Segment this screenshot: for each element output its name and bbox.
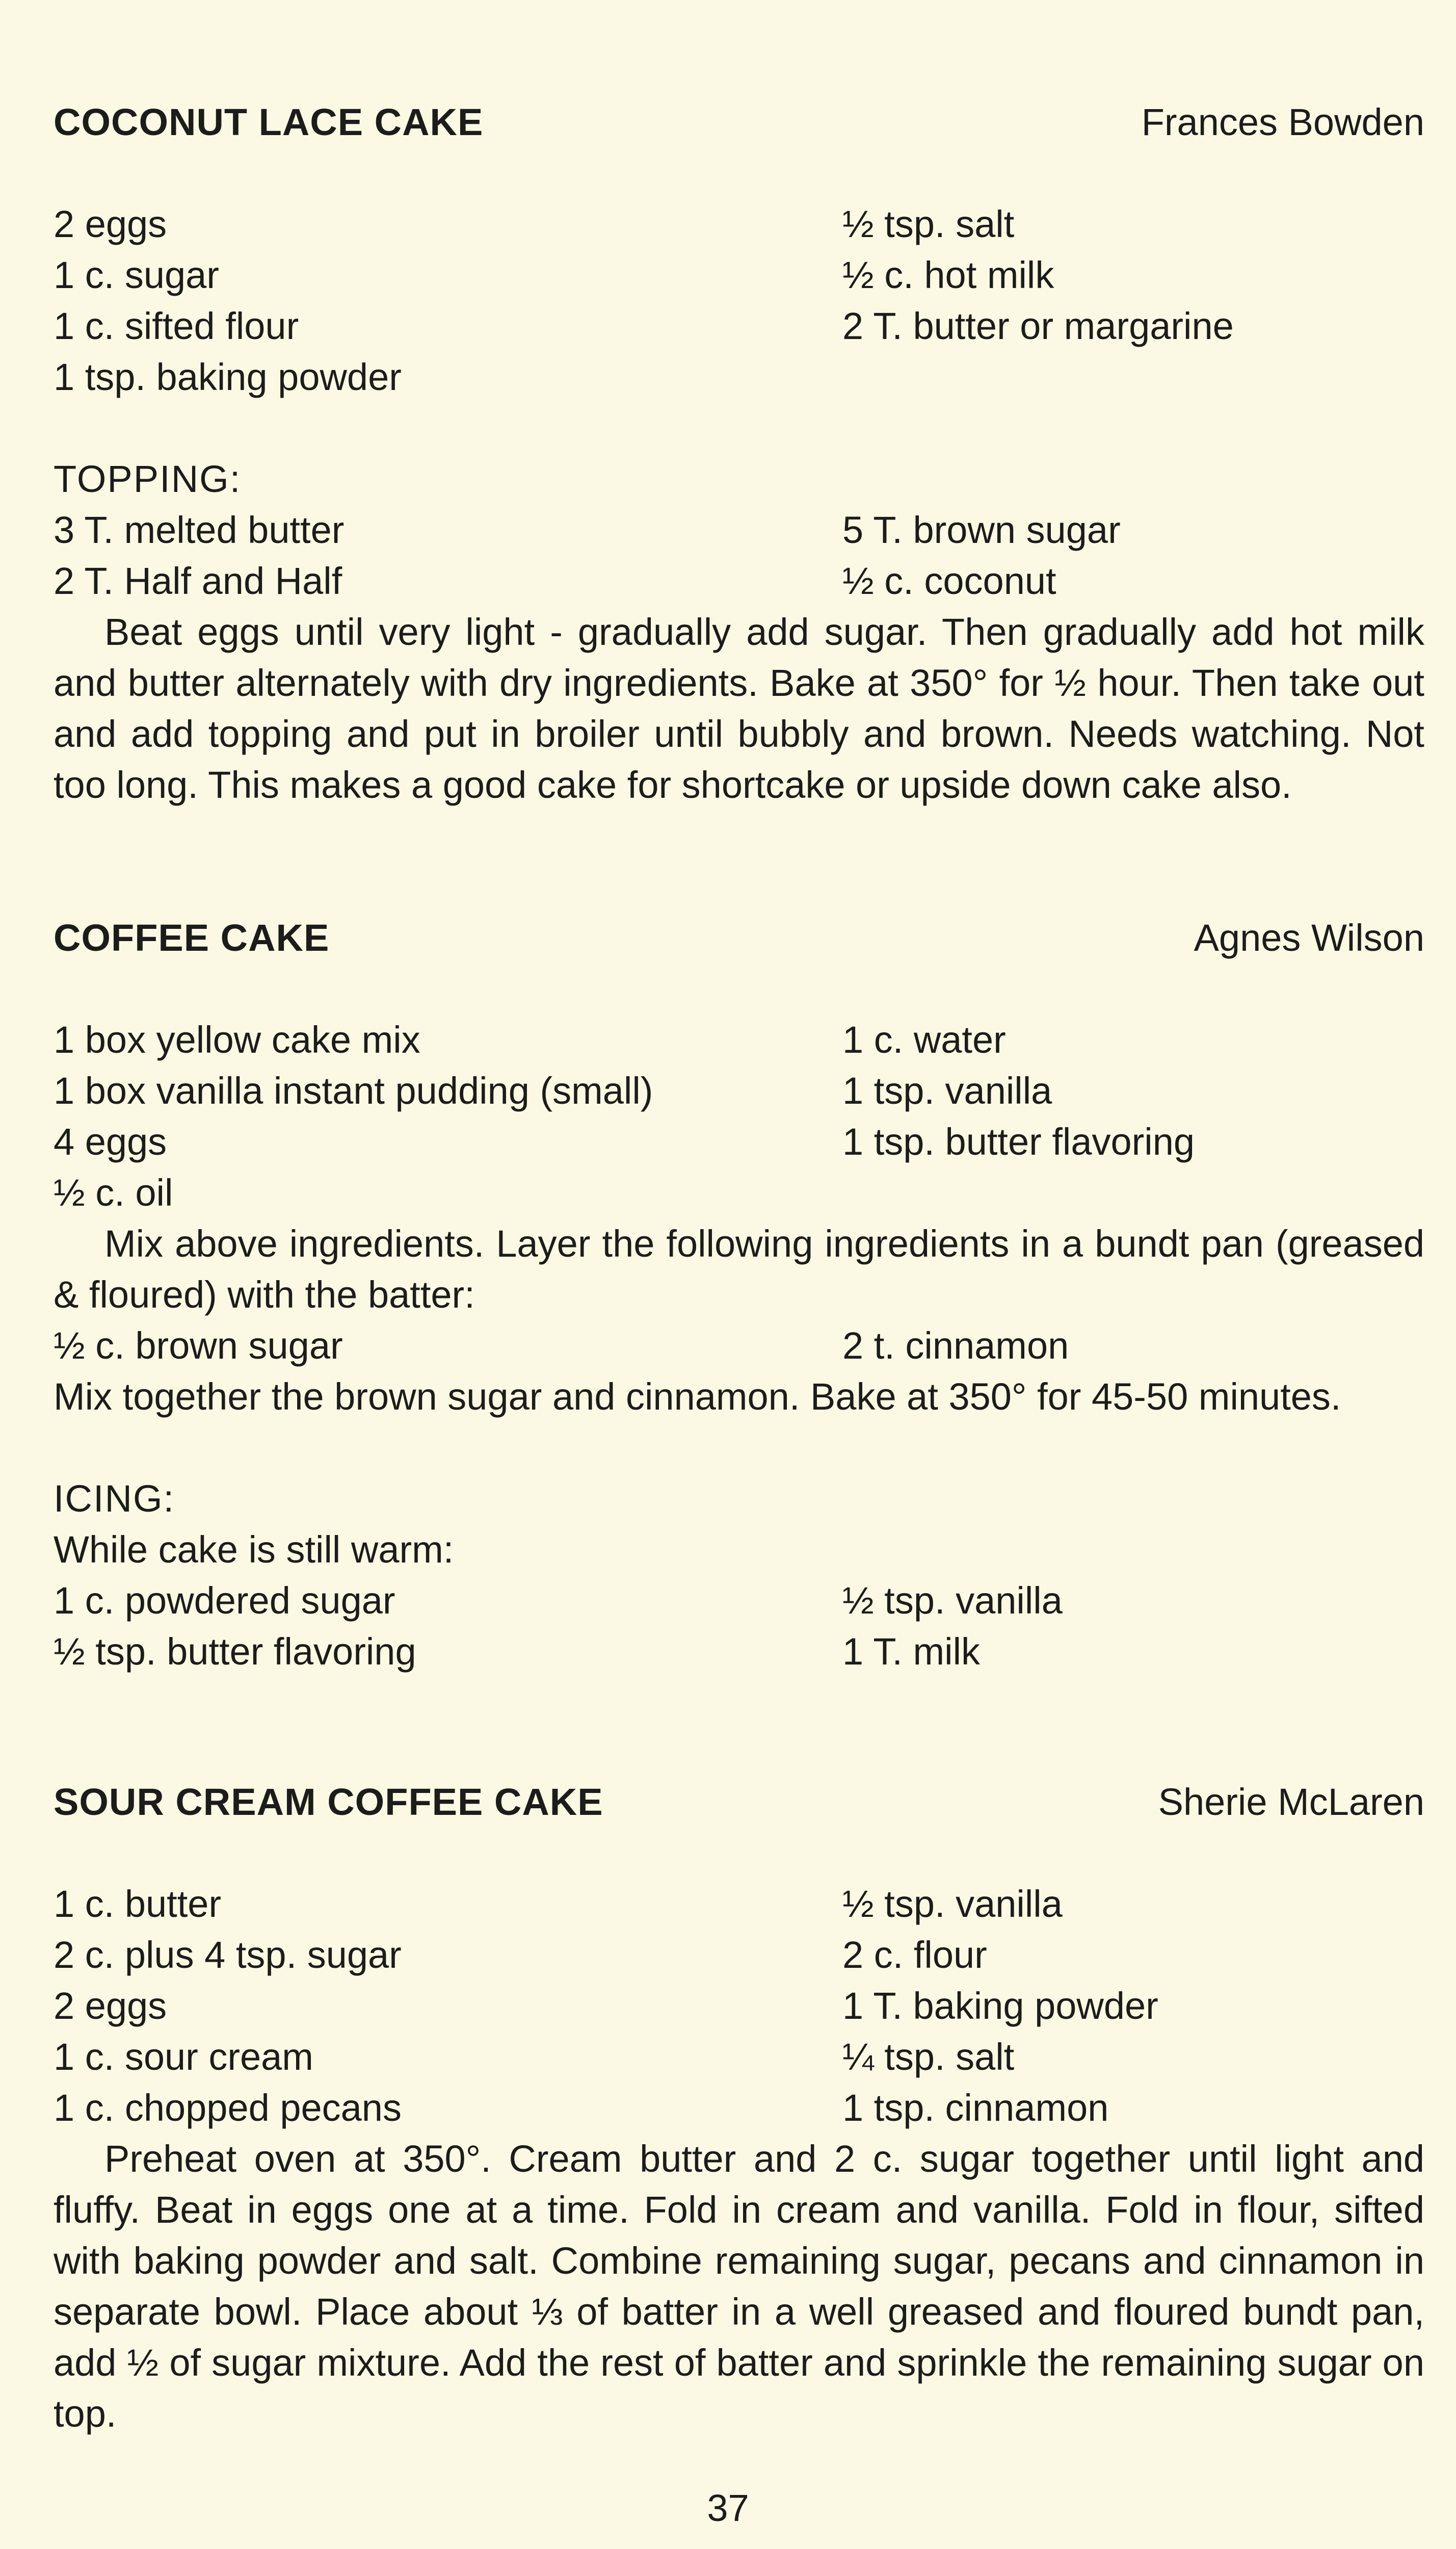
topping-label: TOPPING: [54, 458, 242, 500]
ingredient-item: ¼ tsp. salt [842, 2036, 1015, 2078]
ingredient-item: 1 tsp. vanilla [842, 1070, 1052, 1112]
spacer [54, 403, 1424, 454]
recipe-directions: Mix together the brown sugar and cinnamon. Bake at 350° for 45-50 minutes. [54, 1375, 1341, 1418]
recipe-directions: Mix above ingredients. Layer the following ingredients in a bundt pan (greased & floured) with the batter: [54, 1223, 1424, 1316]
spacer [54, 964, 1424, 1015]
ingredient-item: 1 tsp. butter flavoring [842, 1121, 1195, 1163]
ingredient-item: 1 c. water [842, 1019, 1006, 1061]
ingredient-item: ½ c. brown sugar [54, 1324, 343, 1367]
ingredient-row [54, 1015, 1424, 1065]
recipe-author: Agnes Wilson [1194, 917, 1424, 959]
ingredient-row [54, 2032, 1424, 2083]
ingredient-row [54, 1981, 1424, 2032]
ingredient-row [54, 1626, 1424, 1677]
ingredient-item: 1 tsp. baking powder [54, 356, 402, 398]
recipe-coconut-lace-cake [54, 97, 1424, 811]
ingredient-row [54, 250, 1424, 301]
ingredient-item: 2 T. butter or margarine [842, 305, 1234, 347]
ingredient-list [54, 1015, 1424, 1218]
recipe-author: Frances Bowden [1141, 101, 1424, 143]
recipe-author: Sherie McLaren [1158, 1781, 1424, 1823]
ingredient-item: ½ tsp. vanilla [842, 1579, 1063, 1622]
ingredient-item: 2 eggs [54, 1985, 167, 2027]
ingredient-item: 1 T. baking powder [842, 1985, 1158, 2027]
ingredient-row [54, 199, 1424, 250]
ingredient-item: 1 tsp. cinnamon [842, 2087, 1109, 2129]
ingredient-row [54, 301, 1424, 352]
ingredient-row [54, 1167, 1424, 1218]
ingredient-item: 2 t. cinnamon [842, 1324, 1069, 1367]
ingredient-item: ½ tsp. butter flavoring [54, 1630, 416, 1673]
ingredient-item: ½ c. coconut [842, 560, 1056, 602]
topping-list [54, 505, 1424, 607]
recipe-title: COFFEE CAKE [54, 917, 330, 959]
spacer [54, 1422, 1424, 1473]
ingredient-item: 5 T. brown sugar [842, 509, 1121, 551]
ingredient-item: 4 eggs [54, 1121, 167, 1163]
ingredient-item: 2 eggs [54, 203, 167, 245]
ingredient-list [54, 1879, 1424, 2134]
ingredient-row [54, 2083, 1424, 2134]
ingredient-item: 1 T. milk [842, 1630, 981, 1673]
ingredient-row [54, 1116, 1424, 1167]
ingredient-row [54, 1930, 1424, 1981]
ingredient-item: 3 T. melted butter [54, 509, 345, 551]
ingredient-item: 2 c. plus 4 tsp. sugar [54, 1934, 402, 1976]
ingredient-item: 1 c. butter [54, 1883, 222, 1925]
recipe-coffee-cake [54, 913, 1424, 1677]
ingredient-item: 1 c. sugar [54, 254, 219, 296]
ingredient-item: 1 c. powdered sugar [54, 1579, 395, 1622]
ingredient-item: ½ tsp. vanilla [842, 1883, 1063, 1925]
ingredient-row [54, 1320, 1424, 1371]
ingredient-item: ½ tsp. salt [842, 203, 1015, 245]
ingredient-row [54, 1575, 1424, 1626]
ingredient-item: ½ c. oil [54, 1172, 173, 1214]
recipe-header [54, 1777, 1424, 1828]
recipe-header [54, 913, 1424, 964]
ingredient-row [54, 505, 1424, 556]
spacer [54, 148, 1424, 199]
ingredient-list [54, 199, 1424, 403]
layer-list [54, 1320, 1424, 1371]
ingredient-row [54, 1879, 1424, 1930]
ingredient-row [54, 556, 1424, 607]
ingredient-item: ½ c. hot milk [842, 254, 1054, 296]
icing-label: ICING: [54, 1477, 175, 1520]
spacer [54, 1828, 1424, 1879]
ingredient-item: 2 T. Half and Half [54, 560, 342, 602]
ingredient-item: 1 box vanilla instant pudding (small) [54, 1070, 653, 1112]
recipe-header [54, 97, 1424, 148]
ingredient-item: 1 c. chopped pecans [54, 2087, 402, 2129]
ingredient-row [54, 352, 1424, 403]
ingredient-item [842, 352, 1424, 403]
icing-note: While cake is still warm: [54, 1528, 454, 1571]
ingredient-row [54, 1065, 1424, 1116]
page-number: 37 [707, 2487, 749, 2529]
ingredient-item: 1 box yellow cake mix [54, 1019, 420, 1061]
ingredient-item [842, 1167, 1424, 1218]
recipe-directions: Preheat oven at 350°. Cream butter and 2 c. sugar together until light and fluffy. Beat in eggs one at a time. Fold in cream and vanilla. Fold in flour, sifted with baking powder and salt. Combine remaining sugar, pecans and cinnamon in separate bowl. Place about ⅓ of batter in a well greased and floured bundt pan, add ½ of sugar mixture. Add the rest of batter and sprinkle the remaining sugar on top. [54, 2138, 1424, 2435]
ingredient-item: 1 c. sifted flour [54, 305, 299, 347]
ingredient-item: 2 c. flour [842, 1934, 987, 1976]
recipe-title: COCONUT LACE CAKE [54, 101, 484, 143]
recipe-title: SOUR CREAM COFFEE CAKE [54, 1781, 603, 1823]
ingredient-item: 1 c. sour cream [54, 2036, 313, 2078]
recipe-directions: Beat eggs until very light - gradually add sugar. Then gradually add hot milk and butter alternately with dry ingredients. Bake at 350° for ½ hour. Then take out and add topping and put in broiler until bubbly and brown. Needs watching. Not too long. This makes a good cake for shortcake or upside down cake also. [54, 611, 1424, 806]
icing-list [54, 1575, 1424, 1677]
recipe-sour-cream-coffee-cake [54, 1777, 1424, 2439]
